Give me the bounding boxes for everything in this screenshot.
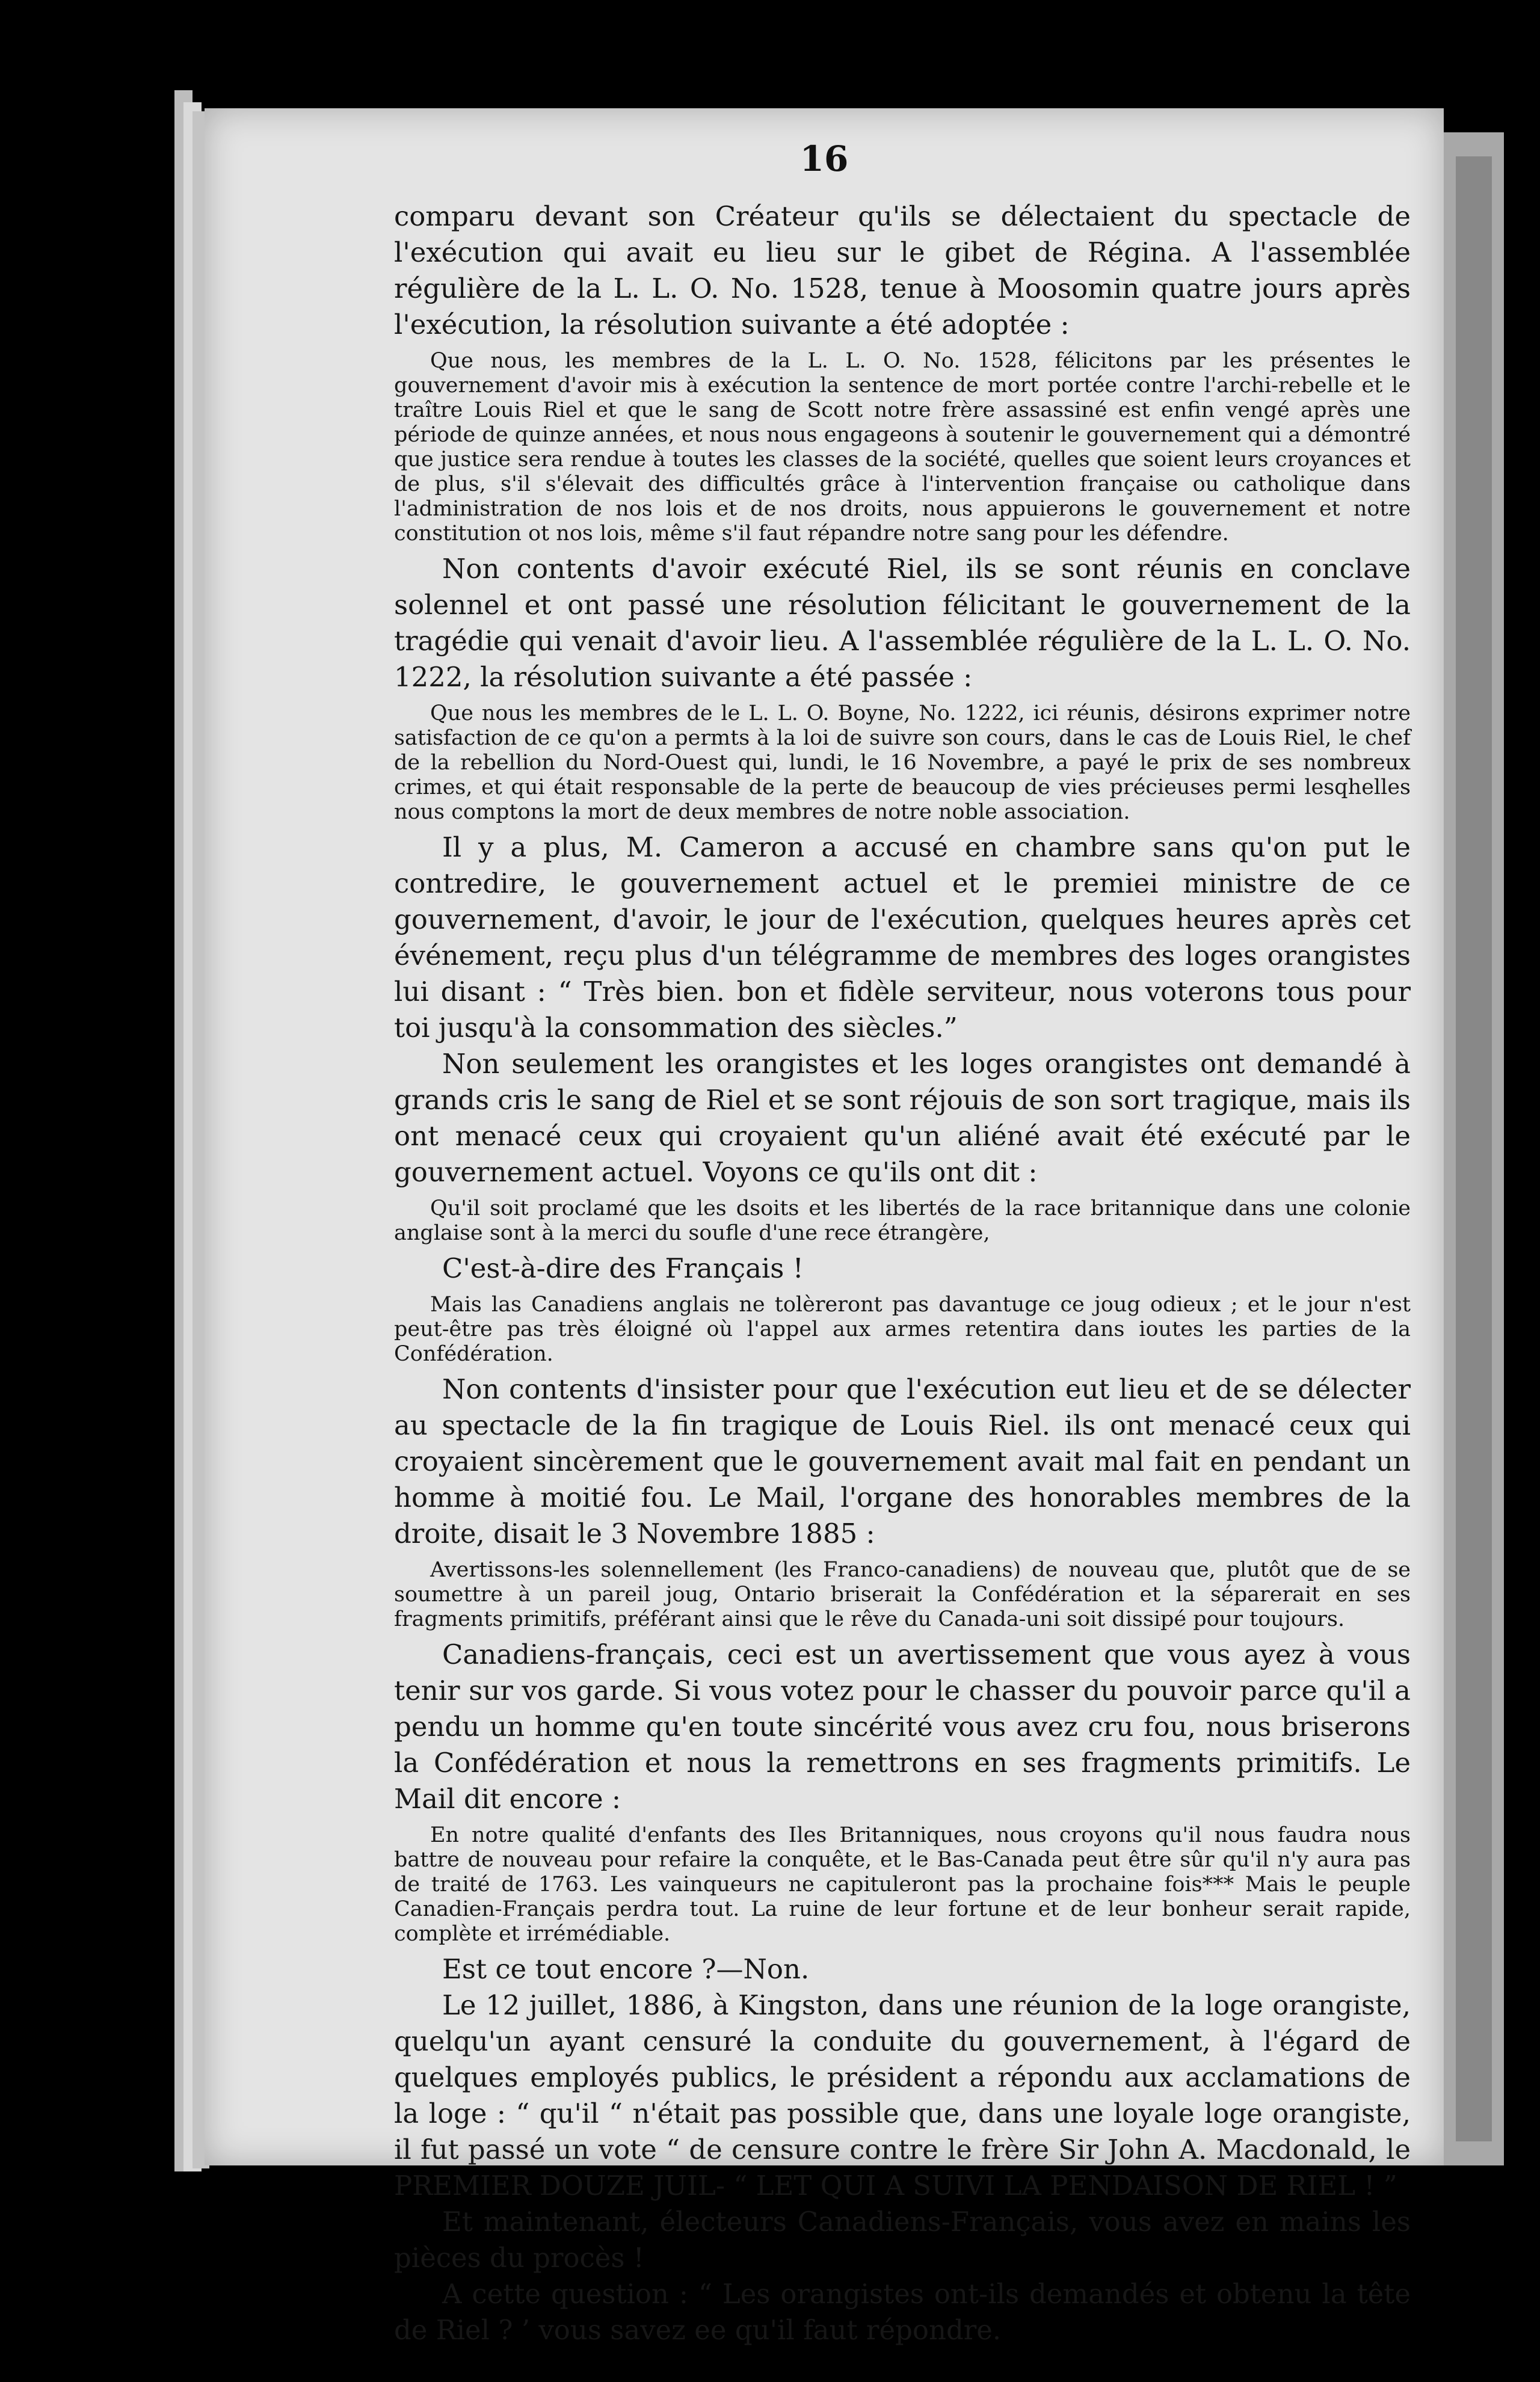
facing-page-shadow	[1456, 156, 1492, 2141]
body-paragraph: Canadiens-français, ceci est un avertissement que vous ayez à vous tenir sur vos garde. Si vous votez pour le chasser du pouvoir parce qu'il a pendu un homme qu'en toute sincérité vous avez cru fou, nous briserons la Confédération et nous la remettrons en ses fragments primitifs. Le Mail dit encore :	[394, 1639, 1411, 1815]
block-quote: Avertissons-les solennellement (les Franco-canadiens) de nouveau que, plutôt que de se soumettre à un pareil joug, Ontario briserait la Confédération et la séparerait en ses fragments primitifs, préférant ainsi que le rêve du Canada-uni soit dissipé pour toujours.	[394, 1558, 1411, 1631]
body-paragraph: C'est-à-dire des Français !	[442, 1252, 804, 1284]
body-paragraph: Il y a plus, M. Cameron a accusé en chambre sans qu'on put le contredire, le gouvernement actuel et le premiei ministre de ce gouvernement, d'avoir, le jour de l'exécution, quelques heures après cet événement, reçu plus d'un télégramme de membres des loges orangistes lui disant : “ Très bien. bon et fidèle serviteur, nous voterons tous pour toi jusqu'à la consommation des siècles.”	[394, 831, 1411, 1044]
body-paragraph: comparu devant son Créateur qu'ils se délectaient du spectacle de l'exécution qui avait eu lieu sur le gibet de Régina. A l'assemblée régulière de la L. L. O. No. 1528, tenue à Moosomin quatre jours après l'exécution, la résolution suivante a été adoptée :	[394, 200, 1411, 340]
body-paragraph: Non contents d'insister pour que l'exécution eut lieu et de se délecter au spectacle de la fin tragique de Louis Riel. ils ont menacé ceux qui croyaient sincèrement que le gouvernement avait mal fait en pendant un homme à moitié fou. Le Mail, l'organe des honorables membres de la droite, disait le 3 Novembre 1885 :	[394, 1373, 1411, 1550]
block-quote: Que nous, les membres de la L. L. O. No. 1528, félicitons par les présentes le gouvernement d'avoir mis à exécution la sentence de mort portée contre l'archi-rebelle et le traître Louis Riel et que le sang de Scott notre frère assassiné est enfin vengé après une période de quinze années, et nous nous engageons à soutenir le gouvernement qui a démontré que justice sera rendue à toutes les classes de la société, quelles que soient leurs croyances et de plus, s'il s'élevait des difficultés grâce à l'intervention française ou catholique dans l'administration de nos lois et de nos droits, nous appuierons le gouvernement et notre constitution ot nos lois, même s'il faut répandre notre sang pour les défendre.	[394, 349, 1411, 546]
body-paragraph: Et maintenant, électeurs Canadiens-Français, vous avez en mains les pièces du procès !	[394, 2206, 1411, 2274]
body-paragraph: Non seulement les orangistes et les loges orangistes ont demandé à grands cris le sang de Riel et se sont réjouis de son sort tragique, mais ils ont menacé ceux qui croyaient qu'un aliéné avait été exécuté par le gouvernement actuel. Voyons ce qu'ils ont dit :	[394, 1048, 1411, 1188]
block-quote: Qu'il soit proclamé que les dsoits et les libertés de la race britannique dans une colonie anglaise sont à la merci du soufle d'une rece étrangère,	[394, 1196, 1411, 1245]
page-number: 16	[799, 138, 849, 179]
block-quote: Que nous les membres de le L. L. O. Boyne, No. 1222, ici réunis, désirons exprimer notre satisfaction de ce qu'on a permts à la loi de suivre son cours, dans le cas de Louis Riel, le chef de la rebellion du Nord-Ouest qui, lundi, le 16 Novembre, a payé le prix de ses nombreux crimes, et qui était responsable de la perte de beaucoup de vies précieuses permi lesqhelles nous comptons la mort de deux membres de notre noble association.	[394, 701, 1411, 824]
block-quote: En notre qualité d'enfants des Iles Britanniques, nous croyons qu'il nous faudra nous battre de nouveau pour refaire la conquête, et le Bas-Canada peut être sûr qu'il n'y aura pas de traité de 1763. Les vainqueurs ne capituleront pas la prochaine fois*** Mais le peuple Canadien-Français perdra tout. La ruine de leur fortune et de leur bonheur serait rapide, complète et irrémédiable.	[394, 1823, 1411, 1946]
body-paragraph: Le 12 juillet, 1886, à Kingston, dans une réunion de la loge orangiste, quelqu'un ayant censuré la conduite du gouvernement, à l'égard de quelques employés publics, le président a répondu aux acclamations de la loge : “ qu'il “ n'était pas possible que, dans une loyale loge orangiste, il fut passé un vote “ de censure contre le frère Sir John A. Macdonald, le PREMIER DOUZE JUIL- “ LET QUI A SUIVI LA PENDAISON DE RIEL ! ”	[394, 1989, 1411, 2202]
body-paragraph: A cette question : “ Les orangistes ont-ils demandés et obtenu la tête de Riel ? ’ vous savez ee qu'il faut répondre.	[394, 2278, 1411, 2346]
body-paragraph: Non contents d'avoir exécuté Riel, ils se sont réunis en conclave solennel et ont passé une résolution félicitant le gouvernement de la tragédie qui venait d'avoir lieu. A l'assemblée régulière de la L. L. O. No. 1222, la résolution suivante a été passée :	[394, 553, 1411, 693]
document-page	[205, 108, 1444, 2346]
body-paragraph: Est ce tout encore ?—Non.	[442, 1953, 810, 1985]
page-body	[394, 198, 1411, 2348]
block-quote: Mais las Canadiens anglais ne tolèreront pas davantuge ce joug odieux ; et le jour n'est peut-être pas très éloigné où l'appel aux armes retentira dans ioutes les parties de la Confédération.	[394, 1293, 1411, 1366]
